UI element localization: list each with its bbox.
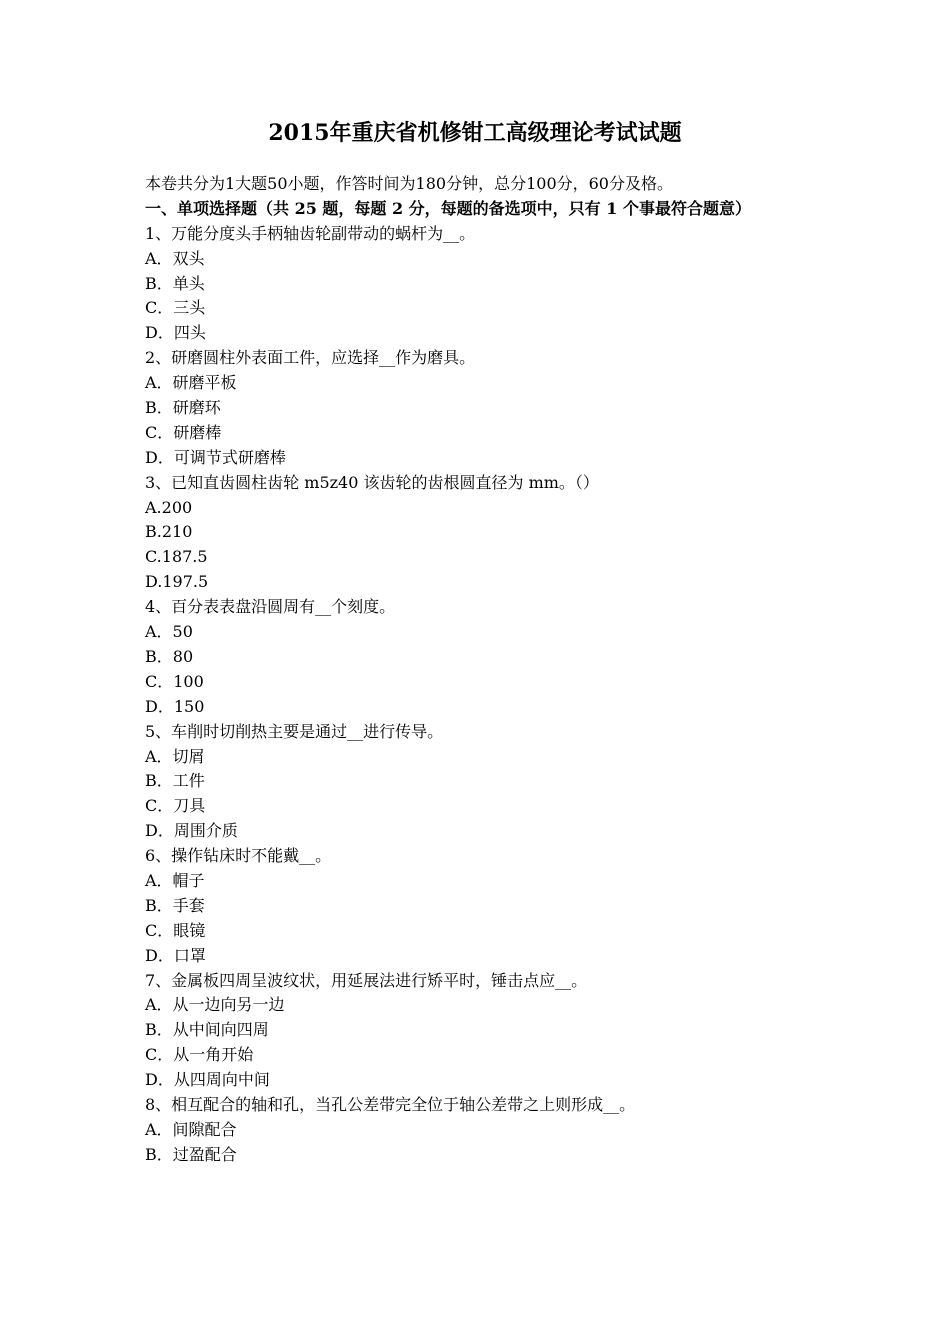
question-stem: 7、金属板四周呈波纹状，用延展法进行矫平时，锤击点应__。: [145, 970, 588, 990]
question-7: [145, 969, 825, 1093]
question-option: D．四头: [145, 323, 206, 343]
question-option: B．工件: [145, 771, 205, 791]
question-option: B．80: [145, 646, 194, 666]
document-title: 2015年重庆省机修钳工高级理论考试试题: [268, 120, 682, 146]
question-option: A．帽子: [145, 870, 205, 890]
question-8: [145, 1093, 825, 1168]
section-heading: 一、单项选择题（共 25 题，每题 2 分，每题的备选项中，只有 1 个事最符合题意）: [145, 198, 751, 218]
question-stem: 6、操作钻床时不能戴__。: [145, 846, 332, 866]
question-option: A．50: [145, 622, 193, 642]
question-5: [145, 720, 825, 844]
question-stem: 2、研磨圆柱外表面工件，应选择__作为磨具。: [145, 348, 476, 368]
question-option: D．从四周向中间: [145, 1070, 270, 1090]
question-4: [145, 595, 825, 719]
question-option: A．从一边向另一边: [145, 995, 285, 1015]
question-option: B．过盈配合: [145, 1144, 237, 1164]
question-option: D.197.5: [145, 572, 209, 592]
question-option: D．周围介质: [145, 821, 238, 841]
question-option: D．可调节式研磨棒: [145, 447, 286, 467]
document-body: [145, 172, 825, 1168]
question-option: A．间隙配合: [145, 1119, 237, 1139]
question-option: A.200: [145, 497, 193, 517]
question-option: B．从中间向四周: [145, 1020, 269, 1040]
question-option: B．单头: [145, 273, 205, 293]
question-stem: 1、万能分度头手柄轴齿轮副带动的蜗杆为__。: [145, 223, 476, 243]
question-option: C．100: [145, 671, 204, 691]
question-1: [145, 222, 825, 346]
question-option: C.187.5: [145, 547, 208, 567]
question-option: B．研磨环: [145, 398, 221, 418]
question-3: [145, 471, 825, 595]
exam-intro: 本卷共分为1大题50小题，作答时间为180分钟，总分100分，60分及格。: [145, 174, 673, 193]
question-option: D．口罩: [145, 945, 206, 965]
question-option: C．从一角开始: [145, 1045, 254, 1065]
question-option: A．切屑: [145, 746, 205, 766]
question-option: A．研磨平板: [145, 373, 237, 393]
question-option: B．手套: [145, 895, 205, 915]
question-stem: 3、已知直齿圆柱齿轮 m5z40 该齿轮的齿根圆直径为 mm。（）: [145, 472, 599, 492]
question-option: C．三头: [145, 298, 206, 318]
question-6: [145, 844, 825, 968]
question-option: C．刀具: [145, 796, 206, 816]
question-2: [145, 346, 825, 470]
question-option: C．研磨棒: [145, 422, 222, 442]
question-stem: 8、相互配合的轴和孔，当孔公差带完全位于轴公差带之上则形成__。: [145, 1094, 636, 1114]
question-option: A．双头: [145, 248, 205, 268]
question-stem: 4、百分表表盘沿圆周有__个刻度。: [145, 597, 396, 617]
question-option: D．150: [145, 696, 205, 716]
question-stem: 5、车削时切削热主要是通过__进行传导。: [145, 721, 444, 741]
question-option: C．眼镜: [145, 920, 206, 940]
question-option: B.210: [145, 522, 193, 542]
